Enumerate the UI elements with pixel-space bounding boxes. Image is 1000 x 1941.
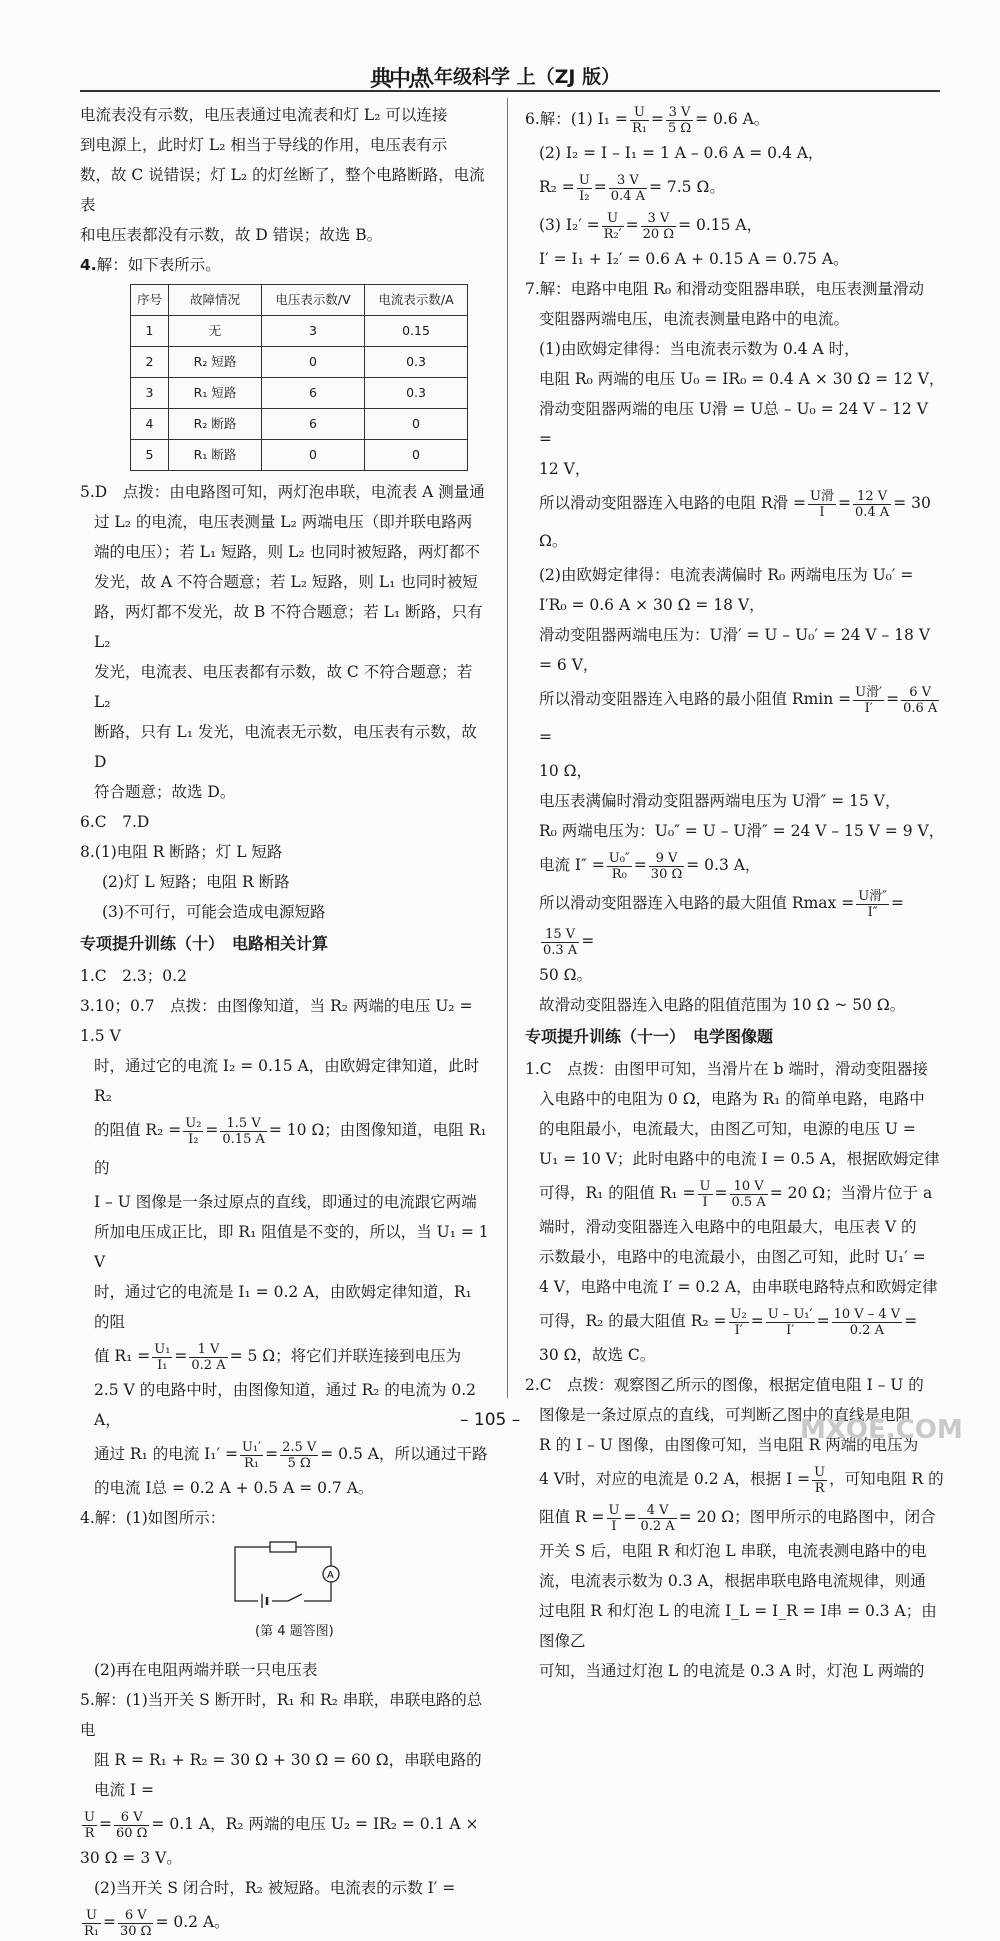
text-line: 开关 S 后，电阻 R 和灯泡 L 串联，电流表测电路中的电	[539, 1542, 927, 1560]
text-line: 10 Ω，	[539, 762, 593, 780]
text-line: 图像是一条过原点的直线，可判断乙图中的直线是电阻	[539, 1406, 912, 1424]
fraction: $\frac{U}{I}$	[608, 1502, 620, 1534]
table-cell: 6	[262, 409, 365, 440]
table-row	[131, 316, 468, 347]
fraction: $\frac{U}{\text{I₂}}$	[578, 172, 590, 204]
brand-logo: 典中点	[370, 66, 428, 92]
text-line: 到电源上，此时灯 L₂ 相当于导线的作用，电压表有示	[80, 136, 448, 154]
fraction: $\frac{U}{\text{R₁}}$	[631, 104, 647, 136]
fraction: $\frac{U}{R}$	[814, 1464, 826, 1496]
text-line: 断路，只有 L₁ 发光，电流表无示数，电压表有示数，故 D	[94, 723, 477, 771]
formula-line: 电流 I″ = $\frac{\text{U₀″}}{\text{R₀}}$ = $\frac{9 V}{30 \Omega}$ = 0.3 A，	[539, 850, 761, 882]
svg-text:A: A	[327, 1570, 334, 1581]
page-title: 八年级科学 上（ZJ 版）	[415, 66, 621, 88]
table-header: 故障情况	[169, 285, 262, 316]
text-line: 8.(1)电阻 R 断路；灯 L 短路	[80, 843, 283, 861]
fraction: $\frac{1.5 V}{0.15 A}$	[222, 1115, 265, 1147]
fraction: $\frac{\text{U₂}}{I'}$	[730, 1306, 747, 1338]
text-line: 过电阻 R 和灯泡 L 的电流 I_L = I_R = I串 = 0.3 A；由图像乙	[539, 1602, 937, 1650]
fraction: $\frac{\text{U₂}}{\text{I₂}}$	[185, 1115, 202, 1147]
fraction: $\frac{9 V}{30 \Omega}$	[650, 850, 683, 882]
text-line: 时，通过它的电流是 I₁ = 0.2 A，由欧姆定律知道，R₁ 的阻	[94, 1283, 472, 1331]
text-line: 符合题意；故选 D。	[94, 783, 236, 801]
text-line: (3)不可行，可能会造成电源短路	[102, 903, 326, 921]
text-line: 端的电压）；若 L₁ 短路，则 L₂ 也同时被短路，两灯都不	[94, 543, 480, 561]
formula-line: 值 R₁ = $\frac{\text{U₁}}{\text{I₁}}$ = $\frac{1 V}{0.2 A}$ = 5 Ω；将它们并联连接到电压为	[94, 1341, 462, 1373]
text-line: U₁ = 10 V；此时电路中的电流 I = 0.5 A，根据欧姆定律	[539, 1150, 940, 1168]
table-cell: 2	[131, 347, 169, 378]
fault-table	[130, 284, 468, 471]
formula-line: 可得，R₁ 的阻值 R₁ = $\frac{U}{I}$ = $\frac{10 V}{0.5 A}$ = 20 Ω；当滑片位于 a	[539, 1178, 933, 1210]
text-line: 1.C 2.3；0.2	[80, 967, 187, 985]
table-cell: 0.15	[365, 316, 468, 347]
text-line: 发光，电流表、电压表都有示数，故 C 不符合题意；若 L₂	[94, 663, 473, 711]
text-line: 30 Ω，故选 C。	[539, 1346, 656, 1364]
table-cell: 0.3	[365, 378, 468, 409]
text-line: 2.C 点拨：观察图乙所示的图像，根据定值电阻 I – U 的	[525, 1376, 924, 1394]
text-line: 发光，故 A 不符合题意；若 L₂ 短路，则 L₁ 也同时被短	[94, 573, 478, 591]
left-column	[80, 100, 490, 1941]
table-cell: R₂ 短路	[169, 347, 262, 378]
formula-line: 的阻值 R₂ = $\frac{\text{U₂}}{\text{I₂}}$ = $\frac{1.5 V}{0.15 A}$ = 10 Ω；由图像知道，电阻 R₁ 的	[94, 1115, 487, 1177]
formula-line: 通过 R₁ 的电流 I₁′ = $\frac{\text{U₁′}}{\text{R₁}}$ = $\frac{2.5 V}{5 \Omega}$ = 0.5 A，所以通过干路	[94, 1439, 488, 1471]
section-heading: 专项提升训练（十一） 电学图像题	[525, 1027, 774, 1046]
table-row	[131, 409, 468, 440]
text-line: 可知，当通过灯泡 L 的电流是 0.3 A 时，灯泡 L 两端的	[539, 1662, 925, 1680]
table-header: 电压表示数/V	[262, 285, 365, 316]
fraction: $\frac{\text{U₀″}}{\text{R₀}}$	[608, 850, 630, 882]
fraction: $\frac{15 V}{0.3 A}$	[543, 926, 578, 958]
text-line: (2)灯 L 短路；电阻 R 断路	[102, 873, 290, 891]
formula-line: 所以滑动变阻器连入电路的电阻 R滑 = $\frac{\text{U滑}}{I}$ = $\frac{12 V}{0.4 A}$ = 30 Ω。	[539, 488, 931, 550]
text-line: 30 Ω = 3 V。	[80, 1849, 182, 1867]
fraction: $\frac{\text{U₁′}}{\text{R₁}}$	[241, 1439, 262, 1471]
table-cell: R₂ 断路	[169, 409, 262, 440]
text-line: 6.C 7.D	[80, 813, 150, 831]
table-cell: 0	[365, 440, 468, 471]
formula-line: 阻值 R = $\frac{U}{I}$ = $\frac{4 V}{0.2 A}$ = 20 Ω；图甲所示的电路图中，闭合	[539, 1502, 936, 1534]
text-line: 3.10；0.7 点拨：由图像知道，当 R₂ 两端的电压 U₂ = 1.5 V	[80, 997, 473, 1045]
formula-line: 所以滑动变阻器连入电路的最大阻值 Rmax = $\frac{\text{U滑″}}{I''}$ = $\frac{15 V}{0.3 A}$ =	[539, 888, 905, 958]
table-cell: R₁ 断路	[169, 440, 262, 471]
text-line: 的电流 I总 = 0.2 A + 0.5 A = 0.7 A。	[94, 1479, 374, 1497]
fraction: $\frac{U}{I}$	[699, 1178, 711, 1210]
text-line: 7.解：电路中电阻 R₀ 和滑动变阻器串联，电压表测量滑动	[525, 280, 925, 298]
text-line: 2.5 V 的电路中时，由图像知道，通过 R₂ 的电流为 0.2 A，	[94, 1381, 477, 1429]
table-cell: 0	[262, 347, 365, 378]
fraction: $\frac{6 V}{0.6 A}$	[903, 684, 938, 716]
text-line: 电流表没有示数，电压表通过电流表和灯 L₂ 可以连接	[80, 106, 448, 124]
fraction: $\frac{U}{\text{R₁}}$	[84, 1907, 99, 1939]
text-line: 所加电压成正比，即 R₁ 阻值是不变的，所以，当 U₁ = 1 V	[94, 1223, 489, 1271]
page-number: – 105 –	[460, 1410, 521, 1430]
figure-caption: (第 4 题答图)	[255, 1624, 334, 1639]
text-line: 4 V，电路中电流 I′ = 0.2 A，由串联电路特点和欧姆定律	[539, 1278, 938, 1296]
section-heading: 专项提升训练（十） 电路相关计算	[80, 934, 329, 953]
formula-line: 6.解：(1) I₁ = $\frac{U}{\text{R₁}}$ = $\frac{3 V}{5 \Omega}$ = 0.6 A。	[525, 104, 770, 136]
text-line: 4.解：(1)如图所示：	[80, 1509, 226, 1527]
formula-line: $\frac{U}{R}$ = $\frac{6 V}{60 \Omega}$ = 0.1 A，R₂ 两端的电压 U₂ = IR₂ = 0.1 A ×	[84, 1809, 479, 1841]
formula-line: $\frac{U}{\text{R₁}}$ = $\frac{6 V}{30 \Omega}$ = 0.2 A。	[84, 1907, 230, 1939]
fraction: $\frac{4 V}{0.2 A}$	[640, 1502, 675, 1534]
text-line: 电阻 R₀ 两端的电压 U₀ = IR₀ = 0.4 A × 30 Ω = 12 V，	[539, 370, 945, 388]
text-line: 变阻器两端电压，电流表测量电路中的电流。	[539, 310, 850, 328]
table-cell: 3	[262, 316, 365, 347]
table-cell: 1	[131, 316, 169, 347]
fraction: $\frac{\text{U滑″}}{I''}$	[858, 888, 888, 920]
table-header: 电流表示数/A	[365, 285, 468, 316]
text-line: I – U 图像是一条过原点的直线，即通过的电流跟它两端	[94, 1193, 477, 1211]
fraction: $\frac{\text{U滑′}}{I'}$	[855, 684, 883, 716]
formula-line: 4 V时，对应的电流是 0.2 A，根据 I = $\frac{U}{R}$ ，可知电阻 R 的	[539, 1464, 944, 1496]
right-column	[525, 100, 945, 1686]
fraction: $\frac{3 V}{5 \Omega}$	[667, 104, 692, 136]
text-line: R 的 I – U 图像，由图像可知，当电阻 R 两端的电压为	[539, 1436, 919, 1454]
text-line: 50 Ω。	[539, 966, 593, 984]
text-line: I′R₀ = 0.6 A × 30 Ω = 18 V，	[539, 596, 765, 614]
watermark: MXQE.COM	[800, 1415, 963, 1445]
fraction: $\frac{2.5 V}{5 \Omega}$	[282, 1439, 317, 1471]
table-cell: 4	[131, 409, 169, 440]
text-line: (1)由欧姆定律得：当电流表示数为 0.4 A 时，	[539, 340, 860, 358]
text-line: 5.解：(1)当开关 S 断开时，R₁ 和 R₂ 串联，串联电路的总电	[80, 1691, 483, 1739]
fraction: $\frac{U}{\text{R₂′}}$	[603, 210, 622, 242]
formula-line: (3) I₂′ = $\frac{U}{\text{R₂′}}$ = $\frac{3 V}{20 \Omega}$ = 0.15 A，	[539, 210, 763, 242]
text-line: 阻 R = R₁ + R₂ = 30 Ω + 30 Ω = 60 Ω，串联电路的电流 I =	[94, 1751, 482, 1799]
fraction: $\frac{3 V}{20 \Omega}$	[642, 210, 675, 242]
text-line: 数，故 C 说错误；灯 L₂ 的灯丝断了，整个电路断路，电流表	[80, 166, 485, 214]
table-cell: 0	[262, 440, 365, 471]
table-cell: 3	[131, 378, 169, 409]
fraction: $\frac{\text{U – U₁′}}{I'}$	[767, 1306, 813, 1338]
text-line: 故滑动变阻器连入电路的阻值范围为 10 Ω ~ 50 Ω。	[539, 996, 906, 1014]
fraction: $\frac{3 V}{0.4 A}$	[610, 172, 645, 204]
text-line: 时，通过它的电流 I₂ = 0.15 A，由欧姆定律知道，此时 R₂	[94, 1057, 480, 1105]
text-line: R₀ 两端电压为：U₀″ = U – U滑″ = 24 V – 15 V = 9 V，	[539, 822, 945, 840]
table-cell: 5	[131, 440, 169, 471]
fraction: $\frac{6 V}{60 \Omega}$	[115, 1809, 148, 1841]
page-header	[80, 58, 940, 92]
fraction: $\frac{\text{U滑}}{I}$	[810, 488, 834, 520]
fraction: $\frac{6 V}{30 \Omega}$	[120, 1907, 152, 1939]
text-line: 端时，滑动变阻器连入电路中的电阻最大，电压表 V 的	[539, 1218, 917, 1236]
table-cell: 无	[169, 316, 262, 347]
circuit-diagram-svg	[230, 1539, 340, 1609]
text-line: (2)由欧姆定律得：电流表满偏时 R₀ 两端电压为 U₀′ =	[539, 566, 914, 584]
text-line: 入电路中的电阻为 0 Ω，电路为 R₁ 的简单电路，电路中	[539, 1090, 925, 1108]
table-cell: 0.3	[365, 347, 468, 378]
table-header: 序号	[131, 285, 169, 316]
text-line: 流，电流表示数为 0.3 A，根据串联电路电流规律，则通	[539, 1572, 926, 1590]
fraction: $\frac{10 V}{0.5 A}$	[731, 1178, 766, 1210]
circuit-diagram	[230, 1539, 340, 1609]
text-line: 路，两灯都不发光，故 B 不符合题意；若 L₁ 断路，只有 L₂	[94, 603, 483, 651]
fraction: $\frac{1 V}{0.2 A}$	[191, 1341, 226, 1373]
question-4: 4.解：如下表所示。	[80, 256, 221, 274]
table-cell: 0	[365, 409, 468, 440]
text-line: 12 V，	[539, 460, 591, 478]
table-row	[131, 347, 468, 378]
text-line: 过 L₂ 的电流，电压表测量 L₂ 两端电压（即并联电路两	[94, 513, 473, 531]
formula-line: R₂ = $\frac{U}{\text{I₂}}$ = $\frac{3 V}{0.4 A}$ = 7.5 Ω。	[539, 172, 725, 204]
table-cell: R₁ 短路	[169, 378, 262, 409]
fraction: $\frac{10 V - 4 V}{0.2 A}$	[833, 1306, 901, 1338]
text-line: 的电阻最小，电流最大，由图乙可知，电源的电压 U =	[539, 1120, 916, 1138]
formula-line: 所以滑动变阻器连入电路的最小阻值 Rmin = $\frac{\text{U滑′}}{I'}$ = $\frac{6 V}{0.6 A}$ =	[539, 684, 938, 746]
table-header-row	[131, 285, 468, 316]
column-divider	[507, 98, 508, 1398]
text-line: I′ = I₁ + I₂′ = 0.6 A + 0.15 A = 0.75 A。	[539, 250, 849, 268]
table-cell: 6	[262, 378, 365, 409]
text-line: 和电压表都没有示数，故 D 错误；故选 B。	[80, 226, 383, 244]
table-row	[131, 378, 468, 409]
formula-line: 可得，R₂ 的最大阻值 R₂ = $\frac{\text{U₂}}{I'}$ = $\frac{\text{U – U₁′}}{I'}$ = $\frac{10 V - 4 V}{0.2 A}$ =	[539, 1306, 918, 1338]
text-line: 5.D 点拨：由电路图可知，两灯泡串联，电流表 A 测量通	[80, 483, 485, 501]
text-line: 1.C 点拨：由图甲可知，当滑片在 b 端时，滑动变阻器接	[525, 1060, 928, 1078]
table-row	[131, 440, 468, 471]
fraction: $\frac{\text{U₁}}{\text{I₁}}$	[154, 1341, 171, 1373]
fraction: $\frac{U}{R}$	[84, 1809, 95, 1841]
text-line: (2)再在电阻两端并联一只电压表	[94, 1661, 318, 1679]
fraction: $\frac{12 V}{0.4 A}$	[854, 488, 890, 520]
text-line: (2) I₂ = I – I₁ = 1 A – 0.6 A = 0.4 A，	[539, 144, 824, 162]
text-line: 示数最小，电路中的电流最小，由图乙可知，此时 U₁′ =	[539, 1248, 926, 1266]
text-line: 滑动变阻器两端的电压 U滑 = U总 – U₀ = 24 V – 12 V =	[539, 400, 928, 448]
text-line: (2)当开关 S 闭合时，R₂ 被短路。电流表的示数 I′ =	[94, 1879, 456, 1897]
text-line: 滑动变阻器两端电压为：U滑′ = U – U₀′ = 24 V – 18 V = 6 V，	[539, 626, 931, 674]
text-line: 电压表满偏时滑动变阻器两端电压为 U滑″ = 15 V，	[539, 792, 901, 810]
